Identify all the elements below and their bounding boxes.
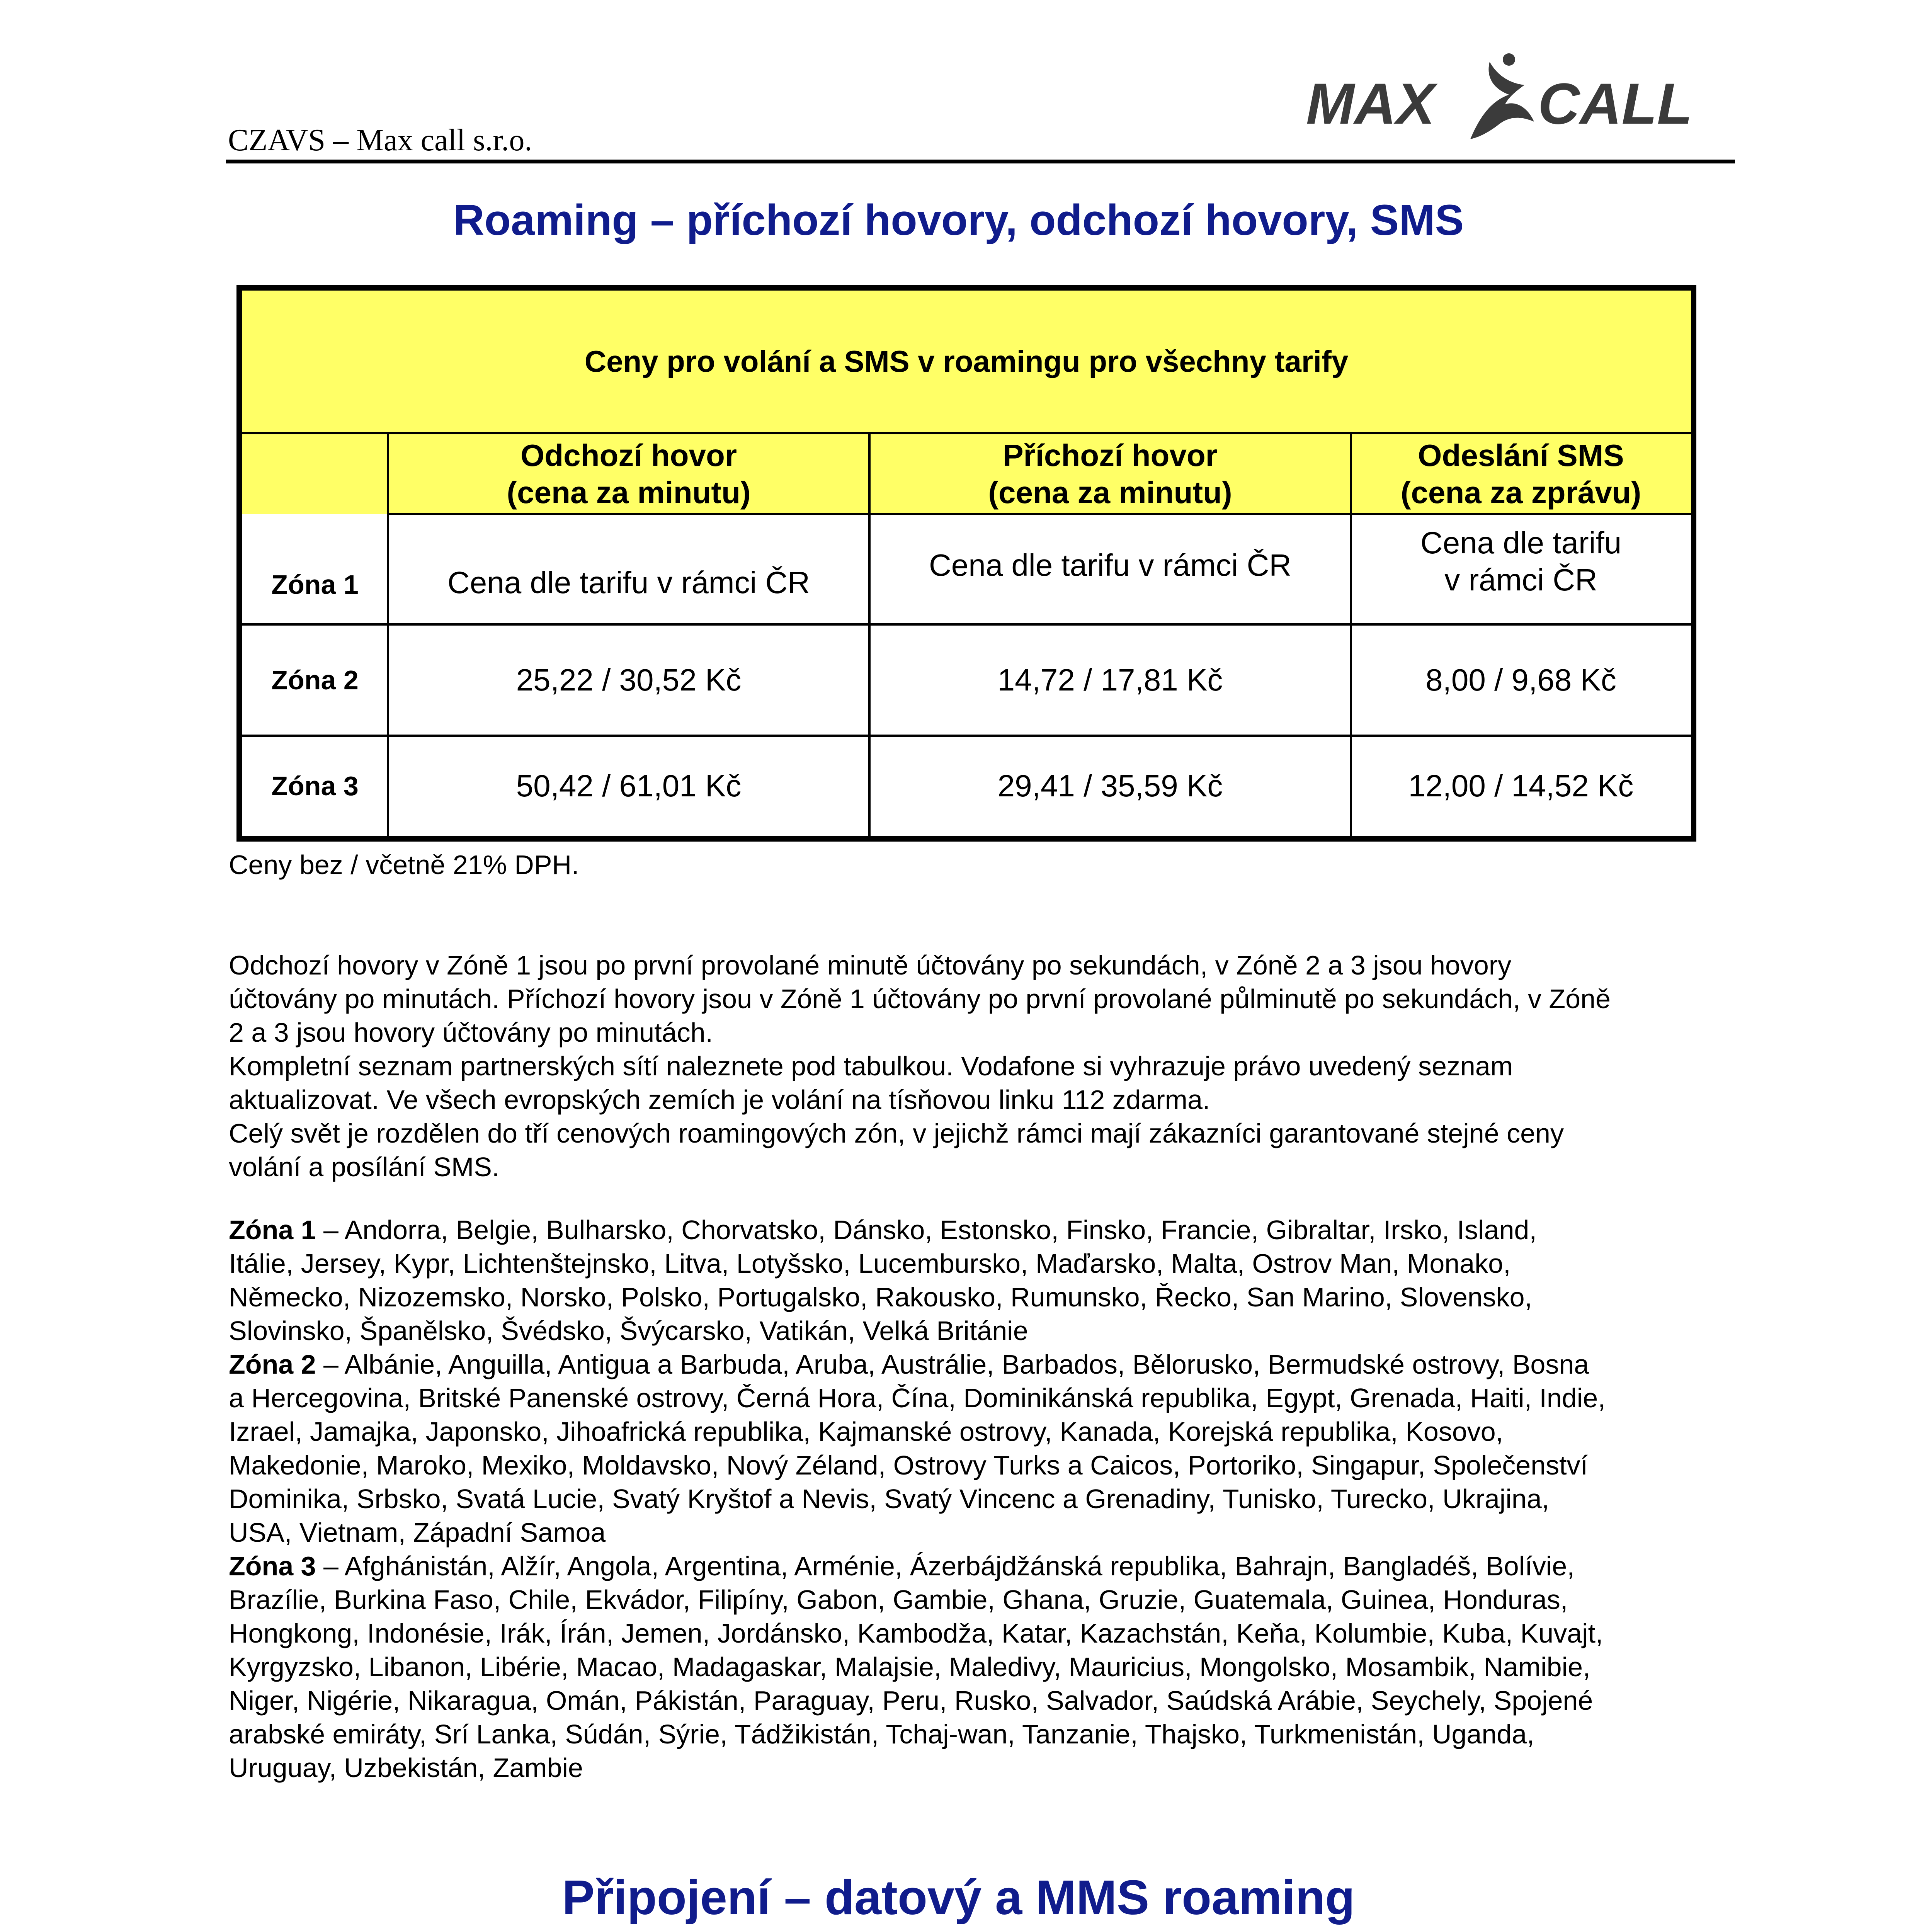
header-empty-cell — [242, 434, 388, 514]
grid-line — [387, 434, 389, 836]
table-banner: Ceny pro volání a SMS v roamingu pro všechny tarify — [242, 291, 1691, 434]
grid-line — [242, 735, 1691, 737]
data-mms-roaming-title: Připojení – datový a MMS roaming — [562, 1870, 1355, 1925]
logo-text-left: MAX — [1306, 71, 1435, 136]
header-incoming — [869, 434, 1351, 514]
row1-sms-line2: v rámci ČR — [1444, 563, 1597, 597]
zone3-line: arabské emiráty, Srí Lanka, Súdán, Sýrie, Tádžikistán, Tchaj-wan, Tanzanie, Thajsko, Turkmenistán, Uganda, — [229, 1719, 1534, 1749]
row3-zone: Zóna 3 — [271, 771, 359, 801]
roaming-calls-title: Roaming – příchozí hovory, odchozí hovory, SMS — [453, 196, 1464, 244]
zone3-line: Niger, Nigérie, Nikaragua, Omán, Pákistán, Paraguay, Peru, Rusko, Salvador, Saúdská Arábie, Seychely, Spojené — [229, 1685, 1593, 1716]
paragraph-line: Odchozí hovory v Zóně 1 jsou po první provolané minutě účtovány po sekundách, v Zóně 2 a 3 jsou hovory — [229, 950, 1512, 980]
zone2-line: Makedonie, Maroko, Mexiko, Moldavsko, Nový Zéland, Ostrovy Turks a Caicos, Portoriko, Singapur, Společenství — [229, 1450, 1588, 1480]
grid-line — [242, 623, 1691, 626]
header-sms-line2: (cena za zprávu) — [1400, 475, 1641, 510]
zone2-line: Izrael, Jamajka, Japonsko, Jihoafrická republika, Kajmanské ostrovy, Kanada, Korejská republika, Kosovo, — [229, 1417, 1504, 1447]
zone1-line: Německo, Nizozemsko, Norsko, Polsko, Portugalsko, Rakousko, Rumunsko, Řecko, San Marino, Slovensko, — [229, 1282, 1533, 1312]
header-incoming-line1: Příchozí hovor — [1003, 438, 1218, 473]
zone1-line: Itálie, Jersey, Kypr, Lichtenštejnsko, Litva, Lotyšsko, Lucembursko, Maďarsko, Malta, Ostrov Man, Monako, — [229, 1248, 1511, 1279]
zone3-list — [229, 1549, 1606, 1785]
header-company: CZAVS – Max call s.r.o. — [228, 123, 532, 157]
header-sms — [1351, 434, 1691, 514]
row2-sms: 8,00 / 9,68 Kč — [1425, 663, 1616, 697]
paragraph-line: aktualizovat. Ve všech evropských zemích je volání na tísňovou linku 112 zdarma. — [229, 1085, 1210, 1115]
zone1-line: – Andorra, Belgie, Bulharsko, Chorvatsko, Dánsko, Estonsko, Finsko, Francie, Gibraltar, Irsko, Island, — [316, 1215, 1537, 1245]
row2-incoming: 14,72 / 17,81 Kč — [997, 663, 1223, 697]
zone2-line: a Hercegovina, Britské Panenské ostrovy, Černá Hora, Čína, Dominikánská republika, Egypt, Grenada, Haiti, Indie, — [229, 1383, 1606, 1413]
row2-outgoing: 25,22 / 30,52 Kč — [516, 663, 742, 697]
header-outgoing-line2: (cena za minutu) — [507, 475, 751, 510]
zone2-line: Dominika, Srbsko, Svatá Lucie, Svatý Kryštof a Nevis, Svatý Vincenc a Grenadiny, Tunisko, Turecko, Ukrajina, — [229, 1484, 1550, 1514]
row3-outgoing: 50,42 / 61,01 Kč — [516, 769, 742, 803]
zone3-line: Uruguay, Uzbekistán, Zambie — [229, 1753, 583, 1783]
zone3-line: Brazílie, Burkina Faso, Chile, Ekvádor, Filipíny, Gabon, Gambie, Ghana, Gruzie, Guatemala, Guinea, Honduras, — [229, 1585, 1568, 1615]
paragraph-line: volání a posílání SMS. — [229, 1152, 500, 1182]
header-sms-line1: Odeslání SMS — [1418, 438, 1624, 473]
zone1-label: Zóna 1 — [229, 1215, 316, 1245]
zone3-label: Zóna 3 — [229, 1551, 316, 1581]
row1-sms — [1351, 514, 1691, 624]
row1-zone: Zóna 1 — [271, 570, 359, 600]
paragraph-line: Kompletní seznam partnerských sítí naleznete pod tabulkou. Vodafone si vyhrazuje právo uvedený seznam — [229, 1051, 1513, 1081]
zone2-list — [229, 1348, 1606, 1549]
logo-swirl-icon — [1470, 62, 1534, 139]
row1-outgoing: Cena dle tarifu v rámci ČR — [447, 565, 810, 600]
row3-incoming: 29,41 / 35,59 Kč — [997, 769, 1223, 803]
zone1-list — [229, 1213, 1606, 1348]
row1-sms-line1: Cena dle tarifu — [1420, 526, 1622, 560]
header-rule — [226, 160, 1735, 163]
zone3-line: Hongkong, Indonésie, Irák, Írán, Jemen, Jordánsko, Kambodža, Katar, Kazachstán, Keňa, Kolumbie, Kuba, Kuvajt, — [229, 1618, 1603, 1648]
paragraph-line: 2 a 3 jsou hovory účtovány po minutách. — [229, 1017, 713, 1048]
paragraph-line: účtovány po minutách. Příchozí hovory jsou v Zóně 1 účtovány po první provolané půlminutě po sekundách, v Zóně — [229, 984, 1611, 1014]
zone-country-lists — [229, 1213, 1606, 1785]
header-outgoing — [388, 434, 869, 514]
vat-note: Ceny bez / včetně 21% DPH. — [229, 850, 579, 880]
zone2-label: Zóna 2 — [229, 1349, 316, 1379]
zone2-line: – Albánie, Anguilla, Antigua a Barbuda, Aruba, Austrálie, Barbados, Bělorusko, Bermudské ostrovy, Bosna — [316, 1349, 1589, 1379]
zone1-line: Slovinsko, Španělsko, Švédsko, Švýcarsko, Vatikán, Velká Británie — [229, 1316, 1028, 1346]
paragraph-line: Celý svět je rozdělen do tří cenových roamingových zón, v jejichž rámci mají zákazníci garantované stejné ceny — [229, 1118, 1564, 1148]
zone2-line: USA, Vietnam, Západní Samoa — [229, 1517, 606, 1548]
grid-line — [1350, 434, 1352, 836]
logo-text-right: CALL — [1538, 71, 1692, 136]
row3-sms: 12,00 / 14,52 Kč — [1408, 769, 1634, 803]
header-outgoing-line1: Odchozí hovor — [520, 438, 737, 473]
zone3-line: Kyrgyzsko, Libanon, Libérie, Macao, Madagaskar, Malajsie, Maledivy, Mauricius, Mongolsko, Mosambik, Namibie, — [229, 1652, 1590, 1682]
row1-incoming: Cena dle tarifu v rámci ČR — [929, 548, 1292, 582]
roaming-info-paragraph — [229, 949, 1611, 1184]
logo-head-icon — [1503, 53, 1515, 66]
grid-line — [868, 434, 871, 836]
grid-line — [387, 513, 1691, 515]
max-call-logo — [1306, 46, 1692, 155]
header-incoming-line2: (cena za minutu) — [988, 475, 1232, 510]
row2-zone: Zóna 2 — [271, 665, 359, 695]
zone3-line: – Afghánistán, Alžír, Angola, Argentina, Arménie, Ázerbájdžánská republika, Bahrajn, Bangladéš, Bolívie, — [316, 1551, 1575, 1581]
roaming-prices-table — [236, 285, 1696, 842]
